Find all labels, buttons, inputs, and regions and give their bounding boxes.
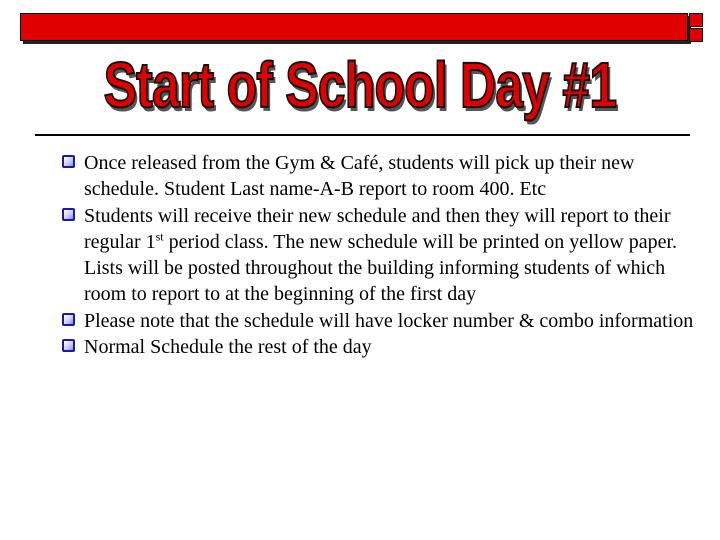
checkbox-bullet-icon bbox=[62, 208, 75, 221]
bullet-text-part1: Students will receive their new schedule and then they will report to their regular 1 bbox=[84, 204, 671, 253]
slide-title: Start of School Day #1 bbox=[103, 49, 617, 121]
bullet-item bbox=[62, 203, 702, 308]
decor-square-top bbox=[689, 13, 703, 27]
decor-square-bottom bbox=[689, 28, 703, 42]
bullet-text: Normal Schedule the rest of the day bbox=[84, 336, 372, 359]
title-divider bbox=[35, 134, 690, 136]
bullet-item bbox=[62, 334, 702, 360]
bullet-text: Once released from the Gym & Café, students will pick up their new schedule. Student Last name-A-B report to room 400. Etc bbox=[84, 152, 635, 201]
checkbox-bullet-icon bbox=[62, 313, 75, 326]
bullet-text: Please note that the schedule will have locker number & combo information bbox=[84, 309, 694, 332]
ordinal-superscript: st bbox=[155, 229, 164, 244]
bullet-list bbox=[62, 150, 702, 360]
top-decor-bar bbox=[20, 13, 688, 41]
bullet-item bbox=[62, 308, 702, 334]
checkbox-bullet-icon bbox=[62, 339, 75, 352]
checkbox-bullet-icon bbox=[62, 155, 75, 168]
bullet-item bbox=[62, 150, 702, 203]
bullet-text-part2: period class. The new schedule will be printed on yellow paper. Lists will be posted throughout the building informing students of which room to report to at the beginning of the first day bbox=[84, 230, 678, 306]
